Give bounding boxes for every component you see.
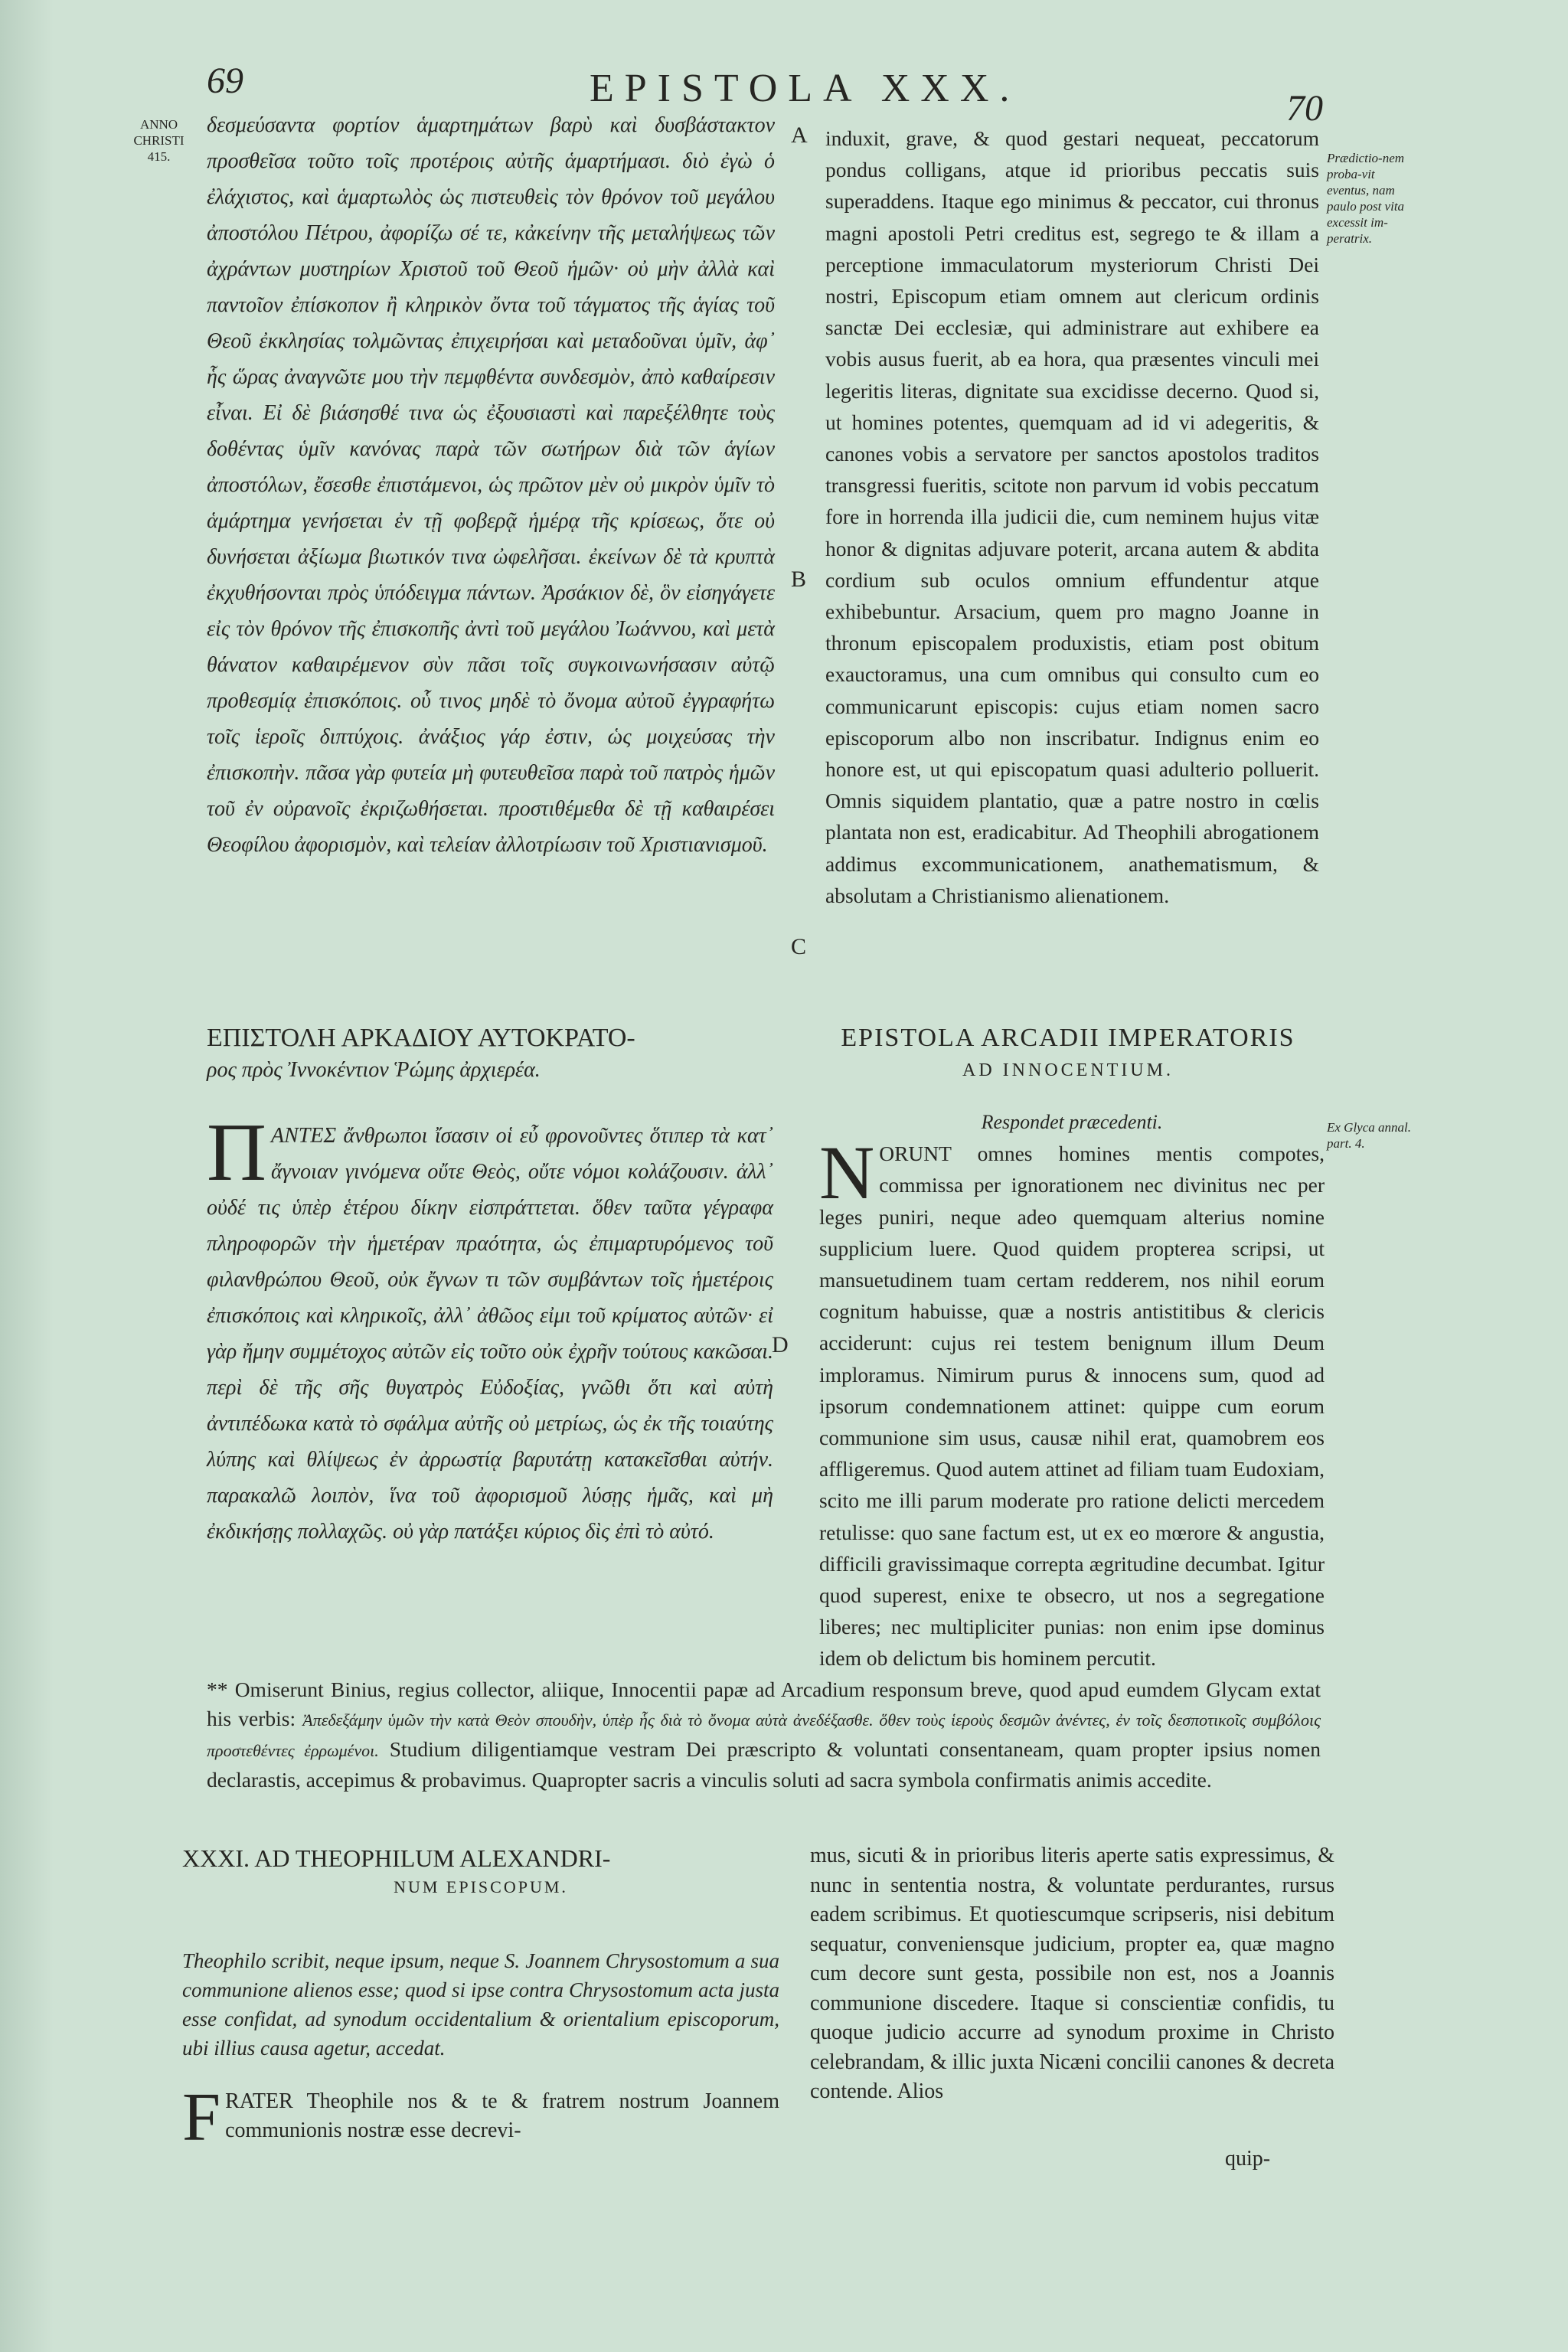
- greek-dropcap: Π: [207, 1107, 266, 1198]
- margin-note-year: ANNO CHRISTI 415.: [133, 117, 185, 164]
- latin-text-1: induxit, grave, & quod gestari nequeat, peccatorum pondus colligans, atque id prioribus peccatis suis superaddens. Itaque ego minimus & peccator, cui thronus magni apostoli Petri creditus est, segrego te & illam a perceptione immaculatorum mysteriorum Christi Dei nostri, Episcopum etiam omnem aut clericum ordinis sanctæ Dei ecclesiæ, qui administrare aut exhibere ea vobis ausus fuerit, ab ea hora, qua præsentes vinculi mei legeritis literas, dignitate sua excidisse decerno. Quod si, ut homines potentes, quemquam ad id vi adegeritis, & canones vobis a servatore per sanctos apostolos traditos transgressi fueritis, scitote non parvum id vobis peccatum fore in horrenda illa judicii die, cum neminem hujus vitæ honor & dignitas adjuvare poterit, arcana autem & abdita cordium sub oculos omnium effundentur atque exhibebuntur. Arsacium, quem pro magno Joanne in thronum episcopalem produxistis, etiam post obitum exauctoramus, una cum omnibus qui consulto cum eo communicarunt episcopis: cujus etiam nomen sacro episcoporum albo non inscribatur. Indignus enim eo honore est, ut qui episcopatum quasi adulterio polluerit. Omnis siquidem plantatio, quæ a patre nostro in cœlis plantata non est, eradicabitur. Ad Theophili abrogationem addimus excommunicationem, anathematismum, & absolutam a Christianismo alienationem.: [825, 126, 1319, 907]
- editorial-note: [207, 1675, 1321, 1795]
- section-xxxi-title-main: XXXI. AD THEOPHILUM ALEXANDRI-: [182, 1844, 611, 1872]
- latin-letter-title: [812, 1022, 1325, 1086]
- section-xxxi-subtitle: NUM EPISCOPUM.: [394, 1877, 568, 1896]
- greek-text-2: ΑΝΤΕΣ ἄνθρωποι ἴσασιν οἱ εὖ φρονοῦντες ὅτιπερ τὰ κατ᾽ ἄγνοιαν γινόμενα οὔτε Θεὸς, οὔτε νόμοι κολάζουσιν. ἀλλ᾽ οὐδέ τις ὑπὲρ ἑτέρου δίκην εἰσπράττεται. ὅθεν ταῦτα γέγραφα πληροφορῶν τὴν ἡμετέραν πραότητα, ὡς ἐπιμαρτυρόμενος τοῦ φιλανθρώπου Θεοῦ, οὐκ ἔγνων τι τῶν συμβάντων τοῖς ἡμετέροις ἐπισκόποις καὶ κληρικοῖς, ἀλλ᾽ ἀθῶος εἰμι τοῦ κρίματος αὐτῶν· εἰ γὰρ ἤμην συμμέτοχος αὐτῶν εἰς τοῦτο οὐκ ἐχρῆν τούτους κακῶσαι. περὶ δὲ τῆς σῆς θυγατρὸς Εὐδοξίας, γνῶθι ὅτι καὶ αὐτὴ ἀντιπέδωκα κατὰ τὸ σφάλμα αὐτῆς οὐ μετρίως, ὡς ἐκ τῆς τοιαύτης λύπης καὶ θλίψεως ἐν ἀρρωστίᾳ βαρυτάτῃ κατακεῖσθαι αὐτήν. παρακαλῶ λοιπὸν, ἵνα τοῦ ἀφορισμοῦ λύσῃς ἡμᾶς, καὶ μὴ ἐκδικήσῃς πολλαχῶς. οὐ γὰρ πατάξει κύριος δὶς ἐπὶ τὸ αὐτό.: [207, 1124, 773, 1544]
- section-letter-a: A: [791, 122, 808, 148]
- latin-text-2: ORUNT omnes homines mentis compotes, commissa per ignorationem nec divinitus nec per leges puniri, neque adeo quemquam alterius nomine supplicium luere. Quod quidem propterea scripsi, ut mansuetudinem tuam certam redderem, nos nihil eorum cognitum habuisse, quæ a nostris antistitibus & clericis acciderunt: cujus rei testem benignum illum Deum imploramus. Nimirum purus & innocens sum, quod ad ipsorum condemnationem attinet: quippe cum eorum communione sim usus, causæ nihil erat, quamobrem eos affligeremus. Quod autem attinet ad filiam tuam Eudoxiam, scito me illi parum moderate pro ratione delicti mercedem retulisse: quo sane factum est, ut ex eo mœrore & angustia, difficili gravissimaque correpta ægritudine decumbat. Igitur quod superest, enixe te obsecro, ut nos a segregatione liberes; nec multipliciter punias: non enim ipse dominus idem ob delictum bis hominem percutit.: [819, 1142, 1325, 1671]
- page-number-right: 70: [1286, 88, 1323, 129]
- latin-respondet: Respondet præcedenti.: [981, 1111, 1163, 1133]
- margin-note-prediction: Prædictio-nem proba-vit eventus, nam paulo post vita excessit im-peratrix.: [1327, 151, 1405, 246]
- greek-column-2: [207, 1107, 773, 1654]
- note-greek: Ἀπεδεξάμην ὑμῶν τὴν κατὰ Θεὸν σπουδὴν, ὑπὲρ ἧς διὰ τὸ ὄνομα αὐτὰ ἀνεδέξασθε. ὅθεν τοὺς ἱεροὺς δεσμῶν ἀνέντες, ἐν τοῖς δεσποτικοῖς συμβόλοις προστεθέντες ἐρρωμένοι.: [207, 1710, 1321, 1760]
- section-xxxi-body-right: mus, sicuti & in prioribus literis aperte satis expressimus, & nunc in sententia nostra, & voluntate perdurantes, rursus eadem scribimus. Et quotiescumque scripseris, nisi debitum sequatur, conveniensque judicium, propter ea, quæ magno cum decore sunt gesta, possibile non est, nos a Joannis communione discedere. Itaque si conscientiæ confidis, tu quoque judicio accurre ad synodum proxime in Christo celebrandam, & illic juxta Nicæni concilii canones & decreta contende. Alios: [810, 1844, 1334, 2103]
- greek-title-sub: ρος πρὸς Ἰννοκέντιον Ῥώμης ἀρχιερέα.: [207, 1058, 541, 1082]
- latin-column-1: [825, 122, 1319, 1003]
- latin-dropcap: N: [819, 1130, 875, 1216]
- section-xxxi-title: [182, 1844, 779, 1902]
- section-xxxi-dropcap: F: [182, 2079, 221, 2155]
- section-letter-b: B: [791, 567, 807, 592]
- running-title: EPISTOLA XXX.: [590, 67, 1021, 110]
- section-xxxi-body-text: RATER Theophile nos & te & fratrem nostrum Joannem communionis nostræ esse decrevi-: [225, 2089, 779, 2142]
- section-letter-d: D: [772, 1332, 789, 1357]
- section-xxxi-body-left: [182, 2079, 779, 2155]
- note-text-a: ** Omiserunt Binius, regius collector, aliique, Innocentii papæ ad Arcadium responsum breve, quod apud eumdem Glycam extat his verbis:: [207, 1677, 1321, 1730]
- section-letter-c: C: [791, 934, 807, 959]
- note-text-b: Studium diligentiamque vestram Dei præscripto & voluntati consentaneam, quam propter ipsius nomen declarastis, accepimus & probavimus. Quapropter sacris a vinculis soluti ad sacra symbola confirmatis animis accedite.: [207, 1737, 1321, 1792]
- latin-title-main: EPISTOLA ARCADII IMPERATORIS: [841, 1024, 1295, 1052]
- greek-letter-title: [207, 1022, 773, 1086]
- page-number-left: 69: [207, 60, 243, 101]
- greek-text-1: δεσμεύσαντα φορτίον ἁμαρτημάτων βαρὺ καὶ δυσβάστακτον προσθεῖσα τοῦτο τοῖς προτέροις αὐτῆς ἁμαρτήμασι. διὸ ἐγὼ ὁ ἐλάχιστος, καὶ ἁμαρτωλὸς ὡς πιστευθεὶς τὸν θρόνον τοῦ μεγάλου ἀποστόλου Πέτρου, ἀφορίζω σέ τε, κἀκείνην τῆς μεταλήψεως τῶν ἀχράντων μυστηρίων Χριστοῦ τοῦ Θεοῦ ἡμῶν· οὐ μὴν ἀλλὰ καὶ παντοῖον ἐπίσκοπον ἢ κληρικὸν ὄντα τοῦ τάγματος τῆς ἁγίας τοῦ Θεοῦ ἐκκλησίας τολμῶντας ἐπιχειρήσαι καὶ μεταδοῦναι ὑμῖν, ἀφ᾽ ἧς ὥρας ἀναγνῶτε μου τὴν πεμφθέντα συνδεσμὸν, ἀπὸ καθαίρεσιν εἶναι. Εἰ δὲ βιάσησθέ τινα ὡς ἐξουσιαστὶ καὶ παρεξέλθητε τοὺς δοθέντας ὑμῖν κανόνας παρὰ τῶν σωτήρων διὰ τῶν ἁγίων ἀποστόλων, ἔσεσθε ἐπιστάμενοι, ὡς πρῶτον μὲν οὐ μικρὸν ὑμῖν τὸ ἁμάρτημα γενήσεται ἐν τῇ φοβερᾷ ἡμέρᾳ τῆς κρίσεως, ὅτε οὐ δυνήσεται ἀξίωμα βιωτικόν τινα ὠφελῆσαι. ἐκείνων δὲ τὰ κρυπτὰ ἐκχυθήσονται πρὸς ὑπόδειγμα πάντων. Ἀρσάκιον δὲ, ὃν εἰσηγάγετε εἰς τὸν θρόνον τῆς ἐπισκοπῆς ἀντὶ τοῦ μεγάλου Ἰωάννου, καὶ μετὰ θάνατον καθαιρέμενον σὺν πᾶσι τοῖς συγκοινωνήσασιν αὐτῷ προθεσμίᾳ ἐπισκόποις. οὗ τινος μηδὲ τὸ ὄνομα αὐτοῦ ἐγγραφήτω τοῖς ἱεροῖς διπτύχοις. ἀνάξιος γάρ ἐστιν, ὡς μοιχεύσας τὴν ἐπισκοπὴν. πᾶσα γὰρ φυτεία μὴ φυτευθεῖσα παρὰ τοῦ πατρὸς ἡμῶν τοῦ ἐν οὐρανοῖς ἐκριζωθήσεται. προστιθέμεθα δὲ τῇ καθαιρέσει Θεοφίλου ἀφορισμὸν, καὶ τελείαν ἀλλοτρίωσιν τοῦ Χριστιανισμοῦ.: [207, 113, 775, 857]
- latin-column-2: [819, 1106, 1325, 1671]
- greek-title-main: ΕΠΙΣΤΟΛΗ ΑΡΚΑΔΙΟΥ ΑΥΤΟΚΡΑΤΟ-: [207, 1024, 635, 1052]
- greek-column-1: [207, 107, 775, 1018]
- catchword: quip-: [1225, 2147, 1271, 2171]
- section-xxxi-summary: Theophilo scribit, neque ipsum, neque S. Joannem Chrysostomum a sua communione alienos esse; quod si ipse contra Chrysostomum acta justa esse confidat, ad synodum occidentalium & orientalium episcoporum, ubi illius causa agetur, accedat.: [182, 1949, 779, 2060]
- latin-title-ad: AD INNOCENTIUM.: [962, 1060, 1174, 1080]
- margin-note-glyca: Ex Glyca annal. part. 4.: [1327, 1120, 1411, 1151]
